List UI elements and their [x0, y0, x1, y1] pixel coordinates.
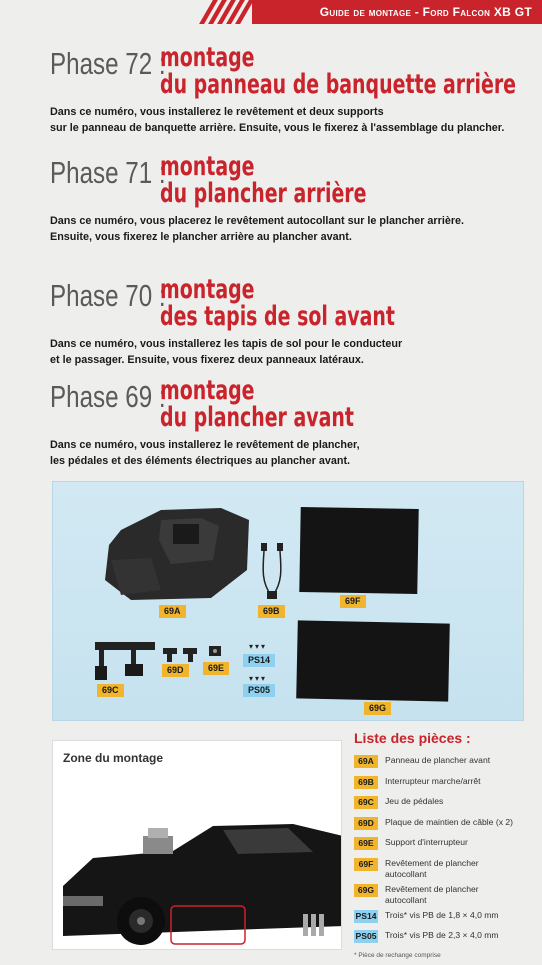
phase-desc-line2: les pédales et des éléments électriques au plancher avant.: [50, 455, 351, 467]
parts-list: [354, 755, 539, 951]
part-code: PS14: [355, 910, 377, 921]
parts-list-item: [354, 837, 539, 858]
part-name-line1: Revêtement de plancher: [385, 883, 479, 894]
parts-list-item: [354, 776, 539, 797]
phase-description: [50, 213, 530, 245]
part-name-line1: Revêtement de plancher: [385, 857, 479, 868]
part-name: Trois* vis PB de 2,3 × 4,0 mm: [385, 930, 499, 940]
part-name: Plaque de maintien de câble (x 2): [385, 816, 514, 827]
guide-header-banner: [252, 0, 542, 24]
guide-header-title: Guide de montage - Ford Falcon XB GT: [319, 5, 532, 19]
part-label-69c: 69C: [97, 684, 124, 697]
parts-list-item: [354, 796, 539, 817]
screws-ps05-image: ▾▾▾: [249, 674, 268, 683]
phase-description: [50, 437, 530, 469]
assembly-zone-box: [52, 740, 342, 950]
phase-title: [160, 153, 367, 207]
part-code: 69F: [354, 858, 378, 871]
screws-ps14-image: ▾▾▾: [249, 642, 268, 651]
part-code: 69A: [354, 755, 378, 768]
parts-photo-panel: [52, 481, 524, 721]
part-code: 69G: [354, 884, 378, 897]
phase-72-section: [50, 44, 530, 136]
phase-heading: [50, 377, 530, 437]
parts-list-item: [354, 930, 539, 951]
parts-list-item: [354, 884, 539, 910]
part-code: 69C: [354, 796, 378, 809]
phase-title: [160, 44, 516, 98]
header-stripes-decoration: [206, 0, 256, 24]
phase-69-section: [50, 377, 530, 469]
phase-desc-line2: sur le panneau de banquette arrière. Ensuite, vous le fixerez à l'assemblage du plancher.: [50, 122, 505, 134]
phase-number: Phase 69 :: [50, 379, 166, 414]
phase-number: Phase 70 :: [50, 278, 166, 313]
part-code: 69E: [354, 837, 378, 850]
adhesive-floor-covering-f-image: [299, 507, 418, 594]
phase-desc-line2: Ensuite, vous fixerez le plancher arrière au plancher avant.: [50, 231, 352, 243]
part-name: Interrupteur marche/arrêt: [385, 775, 481, 786]
phase-title-line2: du plancher avant: [160, 402, 354, 433]
part-name-line2: autocollant: [385, 868, 427, 879]
phase-desc-line1: Dans ce numéro, vous placerez le revêtement autocollant sur le plancher arrière.: [50, 215, 465, 227]
phase-heading: [50, 44, 530, 104]
assembly-zone-title: Zone du montage: [63, 751, 163, 765]
parts-list-item: [354, 910, 539, 931]
parts-list-title: Liste des pièces :: [354, 730, 471, 746]
part-name: [385, 858, 479, 880]
phase-desc-line1: Dans ce numéro, vous installerez le revêtement de plancher,: [50, 439, 360, 451]
phase-title-line2: des tapis de sol avant: [160, 301, 395, 332]
part-code: 69D: [354, 817, 378, 830]
phase-number: Phase 72 :: [50, 46, 166, 81]
front-floor-panel-image: [101, 500, 251, 602]
part-label-ps05: PS05: [243, 684, 275, 697]
part-label-69a: 69A: [159, 605, 186, 618]
part-name: Panneau de plancher avant: [385, 755, 491, 765]
phase-title-line2: du plancher arrière: [160, 178, 367, 209]
phase-description: [50, 336, 530, 368]
part-label-69f: 69F: [340, 595, 366, 608]
phase-title-line1: montage: [160, 42, 255, 73]
phase-heading: [50, 276, 530, 336]
part-label-69g: 69G: [364, 702, 391, 715]
phase-description: [50, 104, 530, 136]
part-label-69d: 69D: [162, 664, 189, 677]
pedal-set-image: [91, 640, 161, 684]
on-off-switch-image: [253, 537, 293, 602]
phase-title-line2: du panneau de banquette arrière: [160, 69, 517, 100]
part-name: Jeu de pédales: [385, 796, 444, 806]
phase-desc-line1: Dans ce numéro, vous installerez les tapis de sol pour le conducteur: [50, 338, 403, 350]
phase-desc-line2: et le passager. Ensuite, vous fixerez deux panneaux latéraux.: [50, 354, 364, 366]
phase-title: [160, 377, 354, 431]
phase-title-line1: montage: [160, 274, 255, 305]
switch-bracket-image: [205, 642, 225, 662]
ford-falcon-car-image: [63, 796, 342, 946]
phase-71-section: [50, 153, 530, 245]
part-name-line2: autocollant: [385, 894, 427, 905]
parts-list-item: [354, 858, 539, 884]
parts-list-footnote: * Pièce de rechange comprise: [354, 952, 441, 959]
cable-plate-image: [161, 644, 201, 664]
part-code: 69B: [354, 776, 378, 789]
part-name: Trois* vis PB de 1,8 × 4,0 mm: [385, 909, 499, 920]
part-label-69b: 69B: [258, 605, 285, 618]
part-name: Support d'interrupteur: [385, 837, 468, 847]
adhesive-floor-covering-g-image: [296, 620, 450, 701]
phase-desc-line1: Dans ce numéro, vous installerez le revêtement et deux supports: [50, 106, 384, 118]
part-name: [385, 884, 479, 906]
phase-70-section: [50, 276, 530, 368]
part-code: PS05: [355, 931, 377, 941]
part-label-69e: 69E: [203, 662, 229, 675]
phase-heading: [50, 153, 530, 213]
phase-title-line1: montage: [160, 151, 255, 182]
phase-title-line1: montage: [160, 375, 255, 406]
parts-list-item: [354, 755, 539, 776]
part-label-ps14: PS14: [243, 654, 275, 667]
phase-number: Phase 71 :: [50, 155, 166, 190]
phase-title: [160, 276, 395, 330]
parts-list-item: [354, 817, 539, 838]
